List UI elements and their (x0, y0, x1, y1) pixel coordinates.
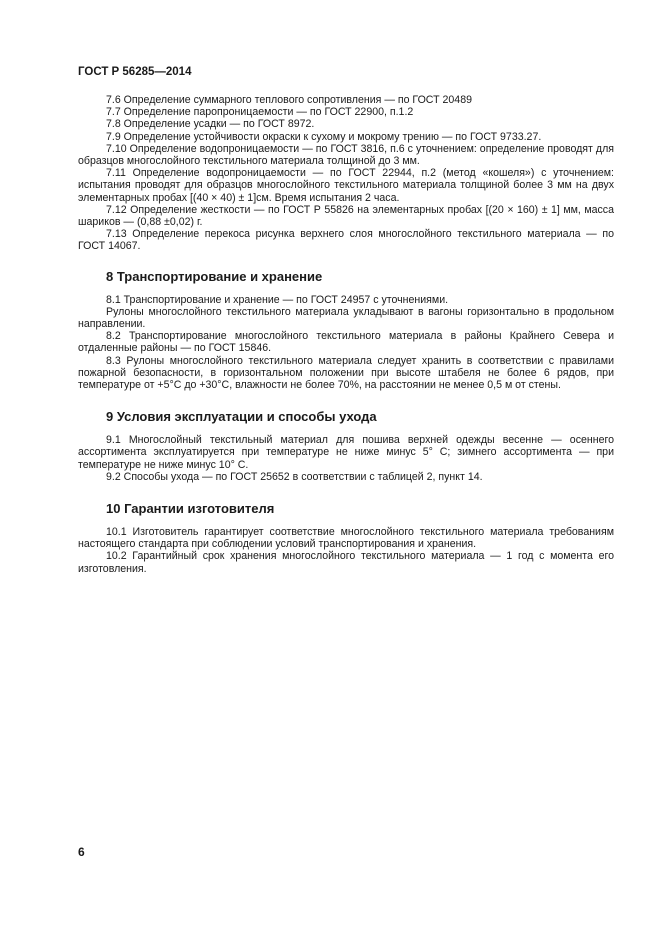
paragraph-7-7: 7.7 Определение паропроницаемости — по ГОСТ 22900, п.1.2 (106, 106, 414, 119)
paragraph-9-2: 9.2 Способы ухода — по ГОСТ 25652 в соответствии с таблицей 2, пункт 14. (106, 470, 483, 483)
section-9-heading: 9 Условия эксплуатации и способы ухода (106, 409, 377, 425)
paragraph-10-2: 10.2 Гарантийный срок хранения многослойного текстильного материала — 1 год с момента его изготовления. (78, 550, 614, 575)
section-10-heading: 10 Гарантии изготовителя (106, 501, 275, 517)
paragraph-7-13: 7.13 Определение перекоса рисунка верхнего слоя многослойного текстильного материала — по ГОСТ 14067. (78, 228, 614, 253)
paragraph-7-9: 7.9 Определение устойчивости окраски к сухому и мокрому трению — по ГОСТ 9733.27. (106, 130, 542, 143)
paragraph-7-10: 7.10 Определение водопроницаемости — по ГОСТ 3816, п.6 с уточнением: определение проводят для образцов многослойного текстильного материала толщиной до 3 мм. (78, 142, 614, 168)
page-content (78, 94, 614, 575)
section-8-heading: 8 Транспортирование и хранение (106, 268, 323, 284)
paragraph-7-6: 7.6 Определение суммарного теплового сопротивления — по ГОСТ 20489 (106, 94, 472, 106)
paragraph-8-3: 8.3 Рулоны многослойного текстильного материала следует хранить в соответствии с правилами пожарной безопасности, в горизонтальном положении при высоте штабеля не более 6 рядов, при температуре от +5°С до +30°С, влажности не более 70%, на расстоянии не менее 0,5 м от стены. (78, 354, 614, 392)
paragraph-9-1: 9.1 Многослойный текстильный материал для пошива верхней одежды весенне — осеннего ассортимента эксплуатируется при температуре не ниже минус 5° С; зимнего ассортимента — при температуре не ниже минус 10° С. (78, 434, 614, 471)
paragraph-10-1: 10.1 Изготовитель гарантирует соответствие многослойного текстильного материала требованиям настоящего стандарта при соблюдении условий транспортирования и хранения. (78, 526, 614, 551)
paragraph-8-1-cont: Рулоны многослойного текстильного материала укладывают в вагоны горизонтально в продольном направлении. (78, 305, 614, 331)
paragraph-7-8: 7.8 Определение усадки — по ГОСТ 8972. (106, 118, 315, 131)
paragraph-8-1: 8.1 Транспортирование и хранение — по ГОСТ 24957 с уточнениями. (106, 293, 449, 306)
document-header: ГОСТ Р 56285—2014 (78, 66, 192, 78)
paragraph-8-2: 8.2 Транспортирование многослойного текстильного материала в районы Крайнего Севера и отдаленные районы — по ГОСТ 15846. (78, 330, 614, 355)
paragraph-7-11: 7.11 Определение водопроницаемости — по ГОСТ 22944, п.2 (метод «кошеля») с уточнением: испытания проводят для образцов многослойного текстильного материала толщиной более 3 мм на двух элементарных пробах [(40 × 40) ± 1]см. Время испытания 2 часа. (78, 167, 614, 204)
paragraph-7-12: 7.12 Определение жесткости — по ГОСТ Р 55826 на элементарных пробах [(20 × 160) ± 1] мм, масса шариков — (0,88 ±0,02) г. (78, 203, 614, 229)
page-number: 6 (78, 845, 85, 859)
